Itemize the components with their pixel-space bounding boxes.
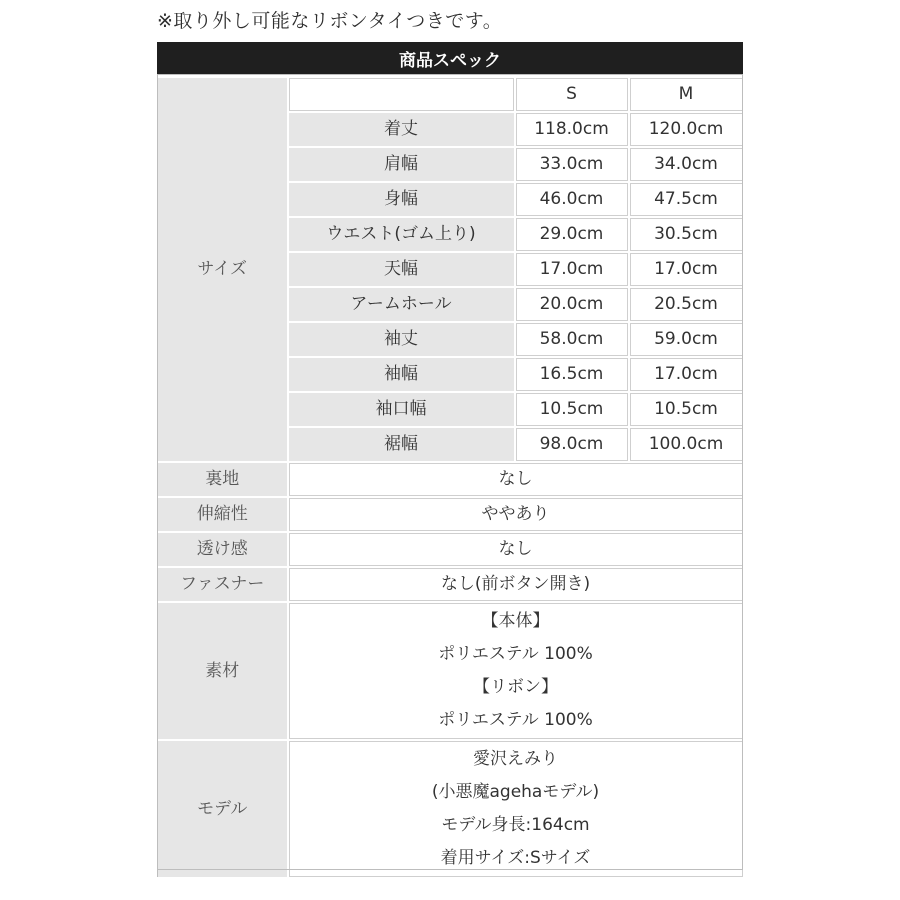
spec-value: なし — [288, 532, 744, 567]
size-value-s: 20.0cm — [515, 287, 629, 322]
material-line: 【リボン】 — [473, 677, 558, 697]
size-row-label: 裾幅 — [288, 427, 515, 462]
size-value-s: 46.0cm — [515, 182, 629, 217]
size-value-s: 29.0cm — [515, 217, 629, 252]
size-row-label: アームホール — [288, 287, 515, 322]
material-value — [288, 602, 744, 740]
spec-row-sheerness — [158, 532, 744, 567]
size-value-s: 33.0cm — [515, 147, 629, 182]
spec-value: なし(前ボタン開き) — [288, 567, 744, 602]
spec-header: 商品スペック — [157, 42, 743, 74]
size-column-header-row — [158, 77, 744, 112]
size-row-label: 身幅 — [288, 182, 515, 217]
spec-label: ファスナー — [158, 567, 288, 602]
size-value-m: 30.5cm — [629, 217, 744, 252]
model-line: モデル身長:164cm — [441, 815, 590, 835]
size-value-s: 10.5cm — [515, 392, 629, 427]
material-line: 【本体】 — [481, 611, 550, 631]
size-row-label: 肩幅 — [288, 147, 515, 182]
size-value-s: 58.0cm — [515, 322, 629, 357]
model-line: 着用サイズ:Sサイズ — [440, 848, 591, 868]
size-value-s: 118.0cm — [515, 112, 629, 147]
size-value-m: 47.5cm — [629, 182, 744, 217]
ribbon-tie-note: ※取り外し可能なリボンタイつきです。 — [157, 10, 503, 32]
size-value-m: 120.0cm — [629, 112, 744, 147]
size-column-s: S — [515, 77, 629, 112]
spec-row-stretch — [158, 497, 744, 532]
model-line: 愛沢えみり — [473, 749, 558, 769]
size-row-label: 袖丈 — [288, 322, 515, 357]
spec-label: 裏地 — [158, 462, 288, 497]
spec-row-fastener — [158, 567, 744, 602]
size-row-label: 天幅 — [288, 252, 515, 287]
size-row-label: 袖幅 — [288, 357, 515, 392]
material-line: ポリエステル 100% — [438, 710, 593, 730]
spec-label: 伸縮性 — [158, 497, 288, 532]
spec-row-material — [158, 602, 744, 740]
spec-row-model — [158, 740, 744, 878]
size-value-m: 100.0cm — [629, 427, 744, 462]
size-row-label: ウエスト(ゴム上り) — [288, 217, 515, 252]
size-value-m: 34.0cm — [629, 147, 744, 182]
size-column-m: M — [629, 77, 744, 112]
size-value-m: 59.0cm — [629, 322, 744, 357]
size-category-label: サイズ — [158, 77, 288, 462]
spec-table — [157, 76, 745, 879]
material-label: 素材 — [158, 602, 288, 740]
spec-value: なし — [288, 462, 744, 497]
spec-value: ややあり — [288, 497, 744, 532]
size-row-label: 着丈 — [288, 112, 515, 147]
size-row-label: 袖口幅 — [288, 392, 515, 427]
model-line: (小悪魔agehaモデル) — [431, 782, 600, 802]
size-value-m: 20.5cm — [629, 287, 744, 322]
model-label: モデル — [158, 740, 288, 878]
spec-row-lining — [158, 462, 744, 497]
size-value-s: 98.0cm — [515, 427, 629, 462]
model-value — [288, 740, 744, 878]
size-value-m: 10.5cm — [629, 392, 744, 427]
size-value-m: 17.0cm — [629, 357, 744, 392]
size-header-blank — [288, 77, 515, 112]
size-value-s: 17.0cm — [515, 252, 629, 287]
size-value-m: 17.0cm — [629, 252, 744, 287]
spec-label: 透け感 — [158, 532, 288, 567]
size-value-s: 16.5cm — [515, 357, 629, 392]
material-line: ポリエステル 100% — [438, 644, 593, 664]
